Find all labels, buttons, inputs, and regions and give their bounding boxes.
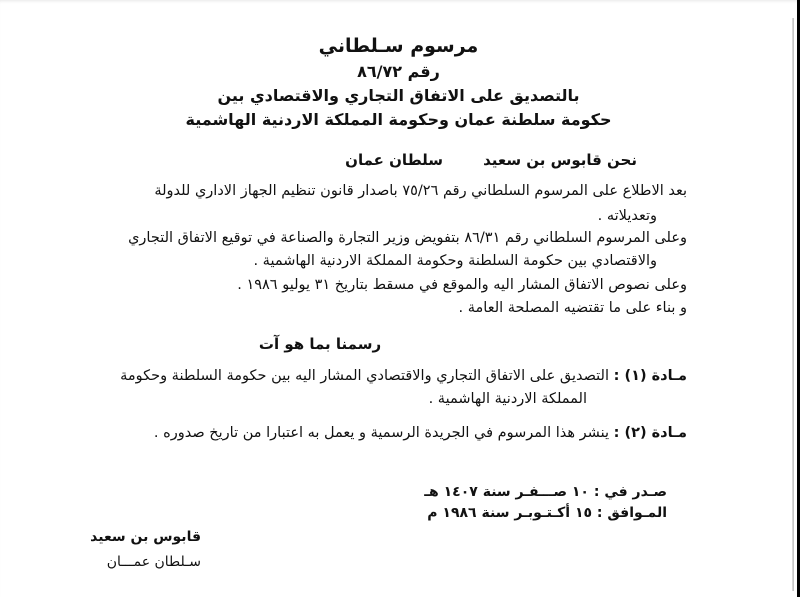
article-1: [120, 366, 687, 386]
decree-heading: رسمنا بما هو آت: [258, 335, 382, 353]
preamble-line-5: وعلى نصوص الاتفاق المشار اليه والموقع في مسقط بتاريخ ٣١ يوليو ١٩٨٦ .: [237, 277, 687, 293]
preamble-line-3: وعلى المرسوم السلطاني رقم ٨٦/٣١ بتفويض وزير التجارة والصناعة في توقيع الاتفاق التجاري: [128, 230, 687, 246]
article-1-text: التصديق على الاتفاق التجاري والاقتصادي المشار اليه بين حكومة السلطنة وحكومة: [120, 368, 609, 384]
article-2-text: ينشر هذا المرسوم في الجريدة الرسمية و يعمل به اعتبارا من تاريخ صدوره .: [153, 425, 609, 441]
article-1-continuation: المملكة الاردنية الهاشمية .: [428, 391, 587, 407]
issued-date-hijri: صـدر في : ١٠ صـــفـر سنة ١٤٠٧ هـ: [424, 484, 667, 500]
issuer-title: سلطان عمان: [345, 151, 444, 169]
signature-name: قابوس بن سعيد: [90, 529, 201, 545]
decree-title: مرسوم سـلطاني: [318, 35, 479, 57]
preamble-line-2: وتعديلاته .: [597, 208, 657, 224]
signature-title: سـلطان عمـــان: [106, 554, 201, 570]
preamble-line-1: بعد الاطلاع على المرسوم السلطاني رقم ٧٥/٢٦ باصدار قانون تنظيم الجهاز الاداري للدولة: [154, 183, 687, 199]
decree-subject-line-2: حكومة سلطنة عمان وحكومة المملكة الاردنية الهاشمية: [185, 110, 612, 129]
issued-date-gregorian: المـوافق : ١٥ أكـتـوبـر سنة ١٩٨٦ م: [427, 505, 667, 521]
page-edge-shadow: [792, 18, 794, 591]
decree-number: رقم ٨٦/٧٢: [357, 62, 440, 81]
issuer-name: نحن قابوس بن سعيد: [483, 151, 637, 169]
issuer-line: [345, 150, 637, 170]
article-2-label: مـادة (٢) :: [613, 425, 687, 441]
preamble-line-6: و بناء على ما تقتضيه المصلحة العامة .: [458, 300, 687, 316]
decree-subject-line-1: بالتصديق على الاتفاق التجاري والاقتصادي بين: [217, 86, 580, 105]
article-1-label: مـادة (١) :: [613, 368, 687, 384]
preamble-line-4: والاقتصادي بين حكومة السلطنة وحكومة المملكة الاردنية الهاشمية .: [253, 253, 657, 269]
article-2: [154, 423, 687, 443]
